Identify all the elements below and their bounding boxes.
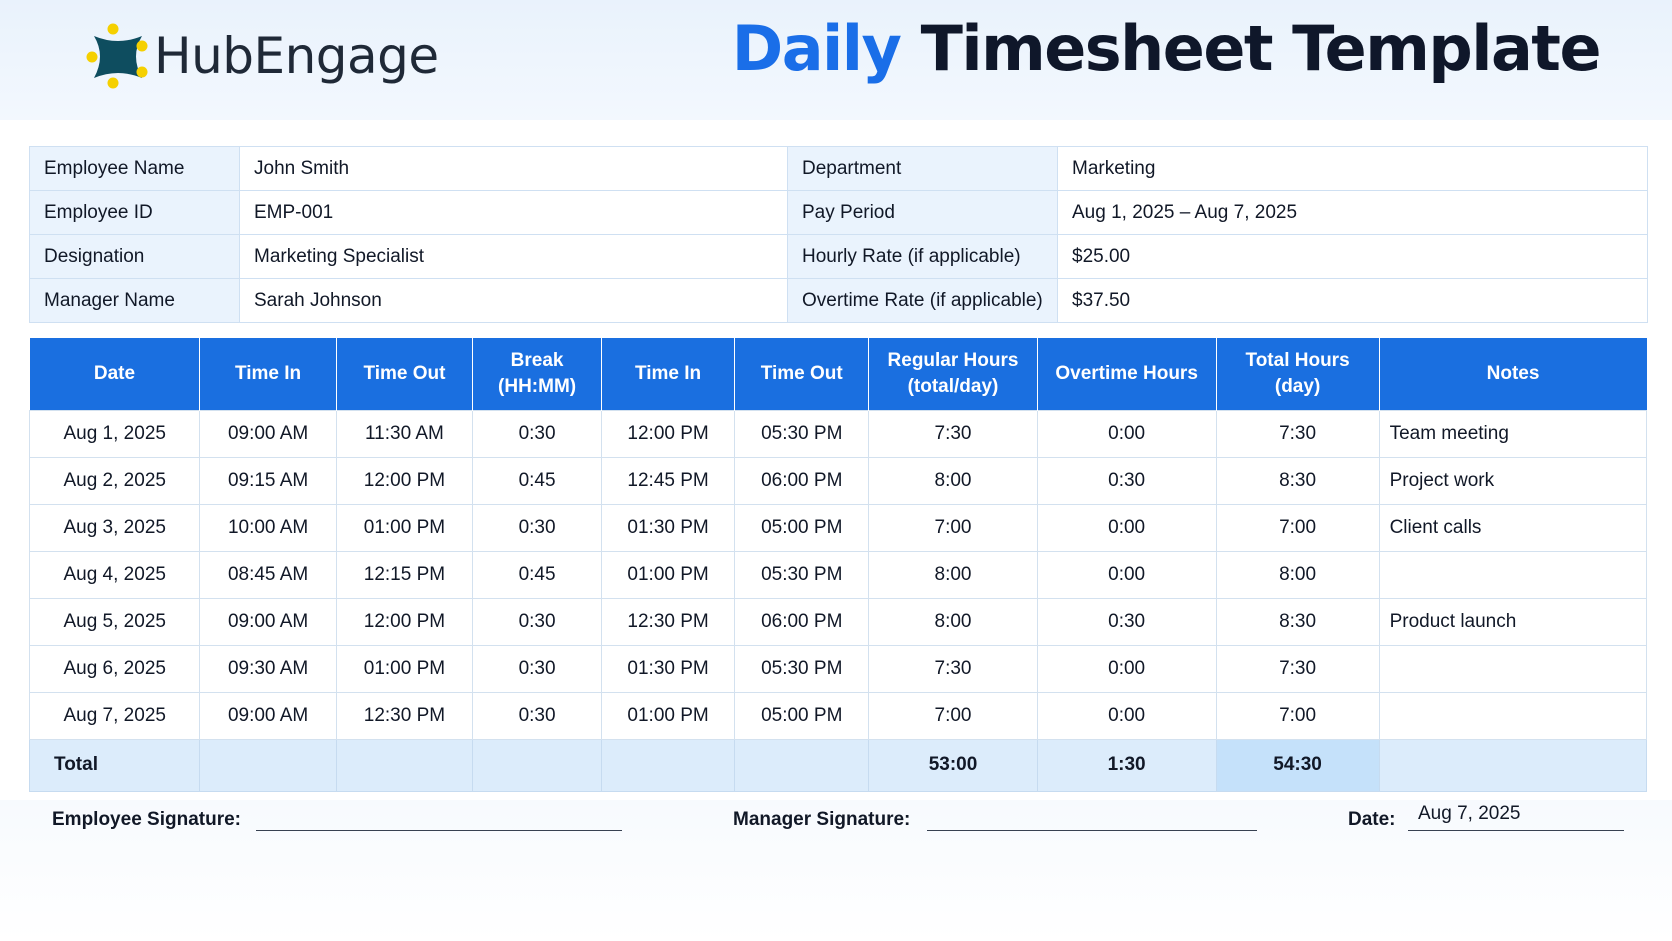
total-empty-cell: [735, 739, 869, 791]
info-label: Employee ID: [30, 191, 240, 235]
table-cell: 12:00 PM: [602, 410, 735, 457]
info-row: [30, 279, 1648, 323]
table-cell: 0:00: [1037, 410, 1216, 457]
info-label: Manager Name: [30, 279, 240, 323]
table-cell: 05:00 PM: [735, 692, 869, 739]
hubengage-star-icon: [84, 22, 152, 90]
total-row: [30, 739, 1647, 791]
table-cell: 09:30 AM: [200, 645, 336, 692]
info-value: EMP-001: [240, 191, 788, 235]
table-cell: 0:30: [473, 504, 602, 551]
column-header: Time In: [602, 338, 735, 410]
table-cell: 08:45 AM: [200, 551, 336, 598]
table-cell: 05:30 PM: [735, 410, 869, 457]
signature-section: [0, 800, 1672, 941]
table-cell: 05:30 PM: [735, 645, 869, 692]
table-cell: 01:30 PM: [602, 504, 735, 551]
table-cell: 09:00 AM: [200, 410, 336, 457]
info-label: Employee Name: [30, 147, 240, 191]
table-cell: 09:15 AM: [200, 457, 336, 504]
table-cell: Aug 5, 2025: [30, 598, 200, 645]
table-cell: 09:00 AM: [200, 598, 336, 645]
table-cell: 01:00 PM: [336, 645, 472, 692]
total-empty-cell: [336, 739, 472, 791]
info-label: Overtime Rate (if applicable): [788, 279, 1058, 323]
table-cell: 05:00 PM: [735, 504, 869, 551]
info-label: Department: [788, 147, 1058, 191]
notes-cell: [1379, 692, 1646, 739]
info-value: Marketing: [1058, 147, 1648, 191]
total-total: 54:30: [1216, 739, 1379, 791]
employee-signature-label: Employee Signature:: [52, 809, 241, 830]
info-value: John Smith: [240, 147, 788, 191]
info-label: Designation: [30, 235, 240, 279]
employee-info-table: [29, 146, 1648, 323]
table-row: [30, 457, 1647, 504]
info-value: Aug 1, 2025 – Aug 7, 2025: [1058, 191, 1648, 235]
employee-signature-line[interactable]: [256, 830, 622, 831]
column-header: Break (HH:MM): [473, 338, 602, 410]
table-cell: 0:00: [1037, 551, 1216, 598]
table-cell: 0:30: [473, 410, 602, 457]
table-cell: 01:30 PM: [602, 645, 735, 692]
table-row: [30, 504, 1647, 551]
info-row: [30, 191, 1648, 235]
table-cell: 7:30: [869, 410, 1037, 457]
table-cell: 0:00: [1037, 692, 1216, 739]
table-cell: 05:30 PM: [735, 551, 869, 598]
total-label: Total: [30, 739, 200, 791]
notes-cell: Team meeting: [1379, 410, 1646, 457]
table-row: [30, 551, 1647, 598]
table-cell: 09:00 AM: [200, 692, 336, 739]
column-header: Notes: [1379, 338, 1646, 410]
date-value: Aug 7, 2025: [1418, 803, 1521, 824]
table-cell: 8:00: [869, 598, 1037, 645]
notes-cell: Product launch: [1379, 598, 1646, 645]
info-value: $25.00: [1058, 235, 1648, 279]
info-label: Hourly Rate (if applicable): [788, 235, 1058, 279]
table-cell: 06:00 PM: [735, 598, 869, 645]
table-cell: 7:30: [1216, 645, 1379, 692]
column-header: Total Hours (day): [1216, 338, 1379, 410]
column-header: Time In: [200, 338, 336, 410]
date-line[interactable]: [1408, 830, 1624, 831]
table-cell: Aug 2, 2025: [30, 457, 200, 504]
table-cell: 7:00: [1216, 692, 1379, 739]
table-cell: 0:30: [473, 645, 602, 692]
table-cell: 12:00 PM: [336, 457, 472, 504]
notes-cell: [1379, 551, 1646, 598]
page-title-main: Timesheet Template: [920, 12, 1600, 85]
table-cell: Aug 4, 2025: [30, 551, 200, 598]
column-header: Time Out: [336, 338, 472, 410]
total-empty-cell: [473, 739, 602, 791]
table-cell: 0:30: [473, 598, 602, 645]
table-cell: 7:30: [869, 645, 1037, 692]
info-row: [30, 147, 1648, 191]
table-cell: 12:45 PM: [602, 457, 735, 504]
table-cell: 06:00 PM: [735, 457, 869, 504]
table-cell: Aug 1, 2025: [30, 410, 200, 457]
total-regular: 53:00: [869, 739, 1037, 791]
total-overtime: 1:30: [1037, 739, 1216, 791]
timesheet-header-row: [30, 338, 1647, 410]
table-cell: 7:00: [869, 692, 1037, 739]
notes-cell: Client calls: [1379, 504, 1646, 551]
table-cell: 0:45: [473, 457, 602, 504]
column-header: Date: [30, 338, 200, 410]
table-cell: 8:00: [1216, 551, 1379, 598]
column-header: Overtime Hours: [1037, 338, 1216, 410]
timesheet-table: [29, 338, 1647, 792]
table-row: [30, 410, 1647, 457]
table-row: [30, 645, 1647, 692]
table-cell: 0:30: [473, 692, 602, 739]
table-cell: 8:30: [1216, 598, 1379, 645]
table-cell: 01:00 PM: [602, 551, 735, 598]
notes-cell: Project work: [1379, 457, 1646, 504]
table-cell: 7:00: [869, 504, 1037, 551]
table-cell: 8:00: [869, 457, 1037, 504]
info-value: Sarah Johnson: [240, 279, 788, 323]
notes-cell: [1379, 645, 1646, 692]
page-header: [0, 0, 1672, 120]
table-cell: 10:00 AM: [200, 504, 336, 551]
table-cell: 0:00: [1037, 504, 1216, 551]
table-cell: Aug 6, 2025: [30, 645, 200, 692]
page-title-accent: Daily: [731, 12, 901, 85]
table-row: [30, 598, 1647, 645]
table-cell: 7:30: [1216, 410, 1379, 457]
date-label: Date:: [1348, 809, 1396, 830]
brand-name: HubEngage: [154, 27, 439, 85]
table-cell: 11:30 AM: [336, 410, 472, 457]
table-cell: 12:30 PM: [336, 692, 472, 739]
table-cell: 0:45: [473, 551, 602, 598]
table-cell: 8:30: [1216, 457, 1379, 504]
total-empty-cell: [200, 739, 336, 791]
column-header: Regular Hours (total/day): [869, 338, 1037, 410]
table-cell: Aug 7, 2025: [30, 692, 200, 739]
brand-logo: [84, 22, 439, 90]
table-cell: Aug 3, 2025: [30, 504, 200, 551]
table-cell: 01:00 PM: [336, 504, 472, 551]
info-label: Pay Period: [788, 191, 1058, 235]
table-cell: 0:30: [1037, 598, 1216, 645]
column-header: Time Out: [735, 338, 869, 410]
info-value: $37.50: [1058, 279, 1648, 323]
info-value: Marketing Specialist: [240, 235, 788, 279]
table-cell: 12:00 PM: [336, 598, 472, 645]
info-row: [30, 235, 1648, 279]
table-cell: 01:00 PM: [602, 692, 735, 739]
manager-signature-label: Manager Signature:: [733, 809, 911, 830]
table-cell: 7:00: [1216, 504, 1379, 551]
table-cell: 0:00: [1037, 645, 1216, 692]
page-title: [732, 12, 1600, 85]
table-cell: 8:00: [869, 551, 1037, 598]
table-cell: 12:15 PM: [336, 551, 472, 598]
table-cell: 0:30: [1037, 457, 1216, 504]
manager-signature-line[interactable]: [927, 830, 1257, 831]
table-row: [30, 692, 1647, 739]
total-empty-cell: [602, 739, 735, 791]
table-cell: 12:30 PM: [602, 598, 735, 645]
total-empty-cell: [1379, 739, 1646, 791]
